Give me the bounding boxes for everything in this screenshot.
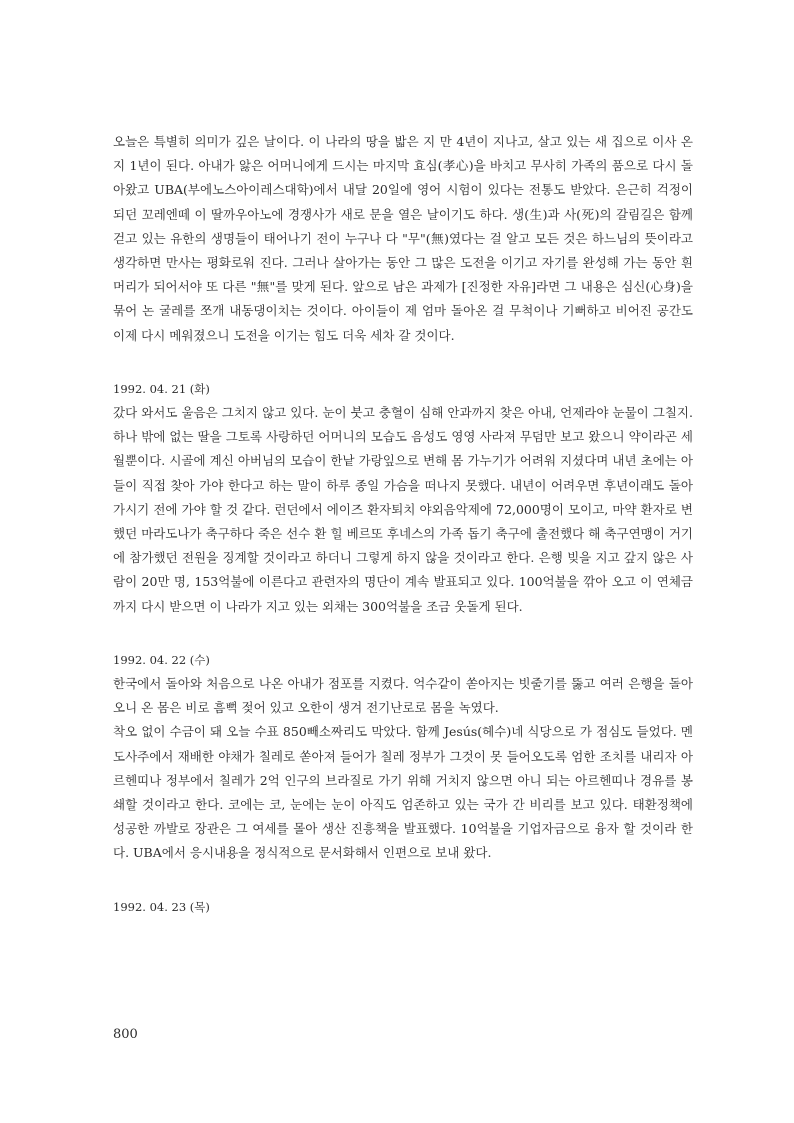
entry-date: 1992. 04. 23 (목) xyxy=(113,899,210,914)
page-number: 800 xyxy=(113,1027,138,1042)
entry-paragraph: 한국에서 돌아와 처음으로 나온 아내가 점포를 지켰다. 억수같이 쏟아지는 빗줄기를 뚫고 여러 은행을 돌아오니 온 몸은 비로 흠뻑 젖어 있고 오한이 생겨 전기난로로 몸을 녹였다. xyxy=(113,676,693,716)
entry-date: 1992. 04. 22 (수) xyxy=(113,652,210,667)
diary-entry xyxy=(113,648,693,866)
diary-entry xyxy=(113,895,693,919)
entry-date: 1992. 04. 21 (화) xyxy=(113,381,210,396)
entry-paragraph: 착오 없이 수금이 돼 오늘 수표 850빼소짜리도 막았다. 함께 Jesús(헤수)네 식당으로 가 점심도 들었다. 멘도사주에서 재배한 야채가 칠레로 쏟아져 들어가 칠레 정부가 그것이 못 들어오도록 엄한 조치를 내리자 아르헨띠나 정부에서 칠레가 2억 인구의 브라질로 가기 위해 거치지 않으면 아니 되는 아르헨띠나 경유를 봉쇄할 것이라고 한다. 코에는 코, 눈에는 눈이 아직도 엄존하고 있는 국가 간 비리를 보고 있다. 태환정책에 성공한 까발로 장관은 그 여세를 몰아 생산 진흥책을 발표했다. 10억불을 기업자금으로 융자 할 것이라 한다. UBA에서 응시내용을 정식적으로 문서화해서 인편으로 보내 왔다. xyxy=(113,724,693,861)
intro-paragraph: 오늘은 특별히 의미가 깊은 날이다. 이 나라의 땅을 밟은 지 만 4년이 지나고, 살고 있는 새 집으로 이사 온 지 1년이 된다. 아내가 앓은 어머니에게 드시는 마지막 효심(孝心)을 바치고 무사히 가족의 품으로 다시 돌아왔고 UBA(부에노스아이레스대학)에서 내달 20일에 영어 시험이 있다는 전통도 받았다. 은근히 걱정이 되던 꼬레엔떼 이 딸까우아노에 경쟁사가 새로 문을 열은 날이기도 하다. 생(生)과 사(死)의 갈림길은 함께 걷고 있는 유한의 생명들이 태어나기 전이 누구나 다 "무"(無)였다는 걸 알고 모든 것은 하느님의 뜻이라고 생각하면 만사는 평화로워 진다. 그러나 살아가는 동안 그 많은 도전을 이기고 자기를 완성해 가는 동안 흰 머리가 되어서야 또 다른 "無"를 맞게 된다. 앞으로 남은 과제가 [진정한 자유]라면 그 내용은 심신(心身)을 묶어 논 굴레를 쪼개 내동댕이치는 것이다. 아이들이 제 엄마 돌아온 걸 무척이나 기뻐하고 비어진 공간도 이제 다시 메워졌으니 도전을 이기는 힘도 더욱 세차 갈 것이다. xyxy=(113,134,693,343)
entry-paragraph: 갔다 와서도 울음은 그치지 않고 있다. 눈이 붓고 충혈이 심해 안과까지 찾은 아내, 언제라야 눈물이 그칠지. 하나 밖에 없는 딸을 그토록 사랑하던 어머니의 모습도 음성도 영영 사라져 무덤만 보고 왔으니 약이라곤 세월뿐이다. 시골에 계신 아버님의 모습이 한낱 가랑잎으로 변해 몸 가누기가 어려워 지셨다며 내년 초에는 아들이 직접 찾아 가야 한다고 하는 말이 하루 종일 가슴을 떠나지 못했다. 내년이 어려우면 후년이래도 돌아가시기 전에 가야 할 것 같다. 런던에서 에이즈 환자퇴치 야외음악제에 72,000명이 모이고, 마약 환자로 변했던 마라도나가 축구하다 죽은 선수 환 힐 베르또 후네스의 가족 돕기 축구에 출전했다 해 축구연맹이 거기에 참가했던 전원을 징계할 것이라고 하더니 그렇게 하지 않을 것이라고 한다. 은행 빚을 지고 갚지 않은 사람이 20만 명, 153억불에 이른다고 관련자의 명단이 계속 발표되고 있다. 100억불을 깎아 오고 이 연체금까지 다시 받으면 이 나라가 지고 있는 외채는 300억불을 조금 웃돌게 된다. xyxy=(113,405,693,614)
page-body xyxy=(113,130,693,919)
diary-entry xyxy=(113,377,693,619)
